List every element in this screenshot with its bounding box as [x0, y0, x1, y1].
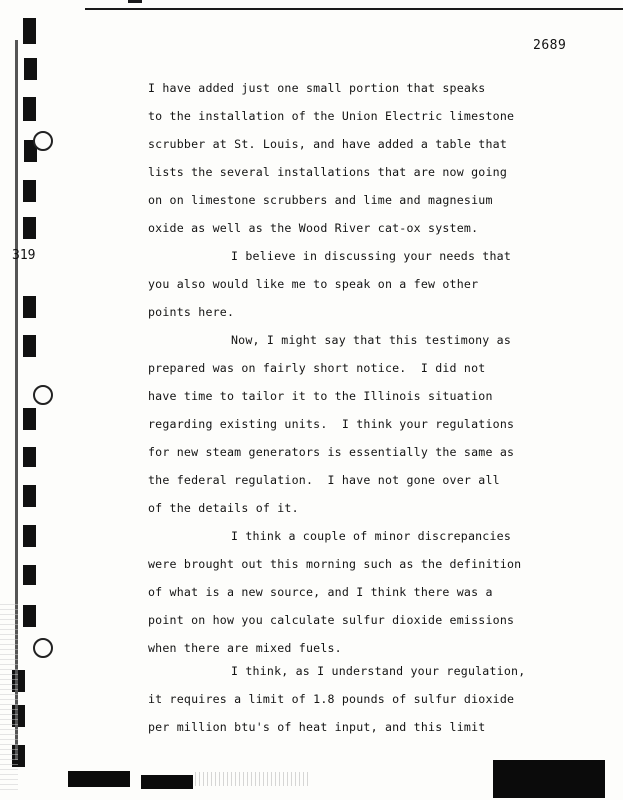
text-line: it requires a limit of 1.8 pounds of sulfur dioxide	[148, 692, 515, 706]
binding-mark	[23, 565, 36, 585]
text-line: I think, as I understand your regulation,	[231, 664, 526, 678]
text-line: of the details of it.	[148, 501, 299, 515]
text-line: for new steam generators is essentially the same as	[148, 445, 515, 459]
binding-mark	[23, 605, 36, 627]
binding-mark	[23, 97, 36, 121]
text-line: scrubber at St. Louis, and have added a table that	[148, 137, 508, 151]
binding-mark	[23, 525, 36, 547]
punch-hole	[33, 131, 53, 151]
scan-noise	[195, 772, 310, 786]
scan-noise	[0, 600, 18, 790]
text-line: of what is a new source, and I think there was a	[148, 585, 493, 599]
text-line: oxide as well as the Wood River cat-ox system.	[148, 221, 479, 235]
text-line: I think a couple of minor discrepancies	[231, 529, 512, 543]
binding-mark	[23, 18, 36, 44]
text-line: Now, I might say that this testimony as	[231, 333, 512, 347]
text-line: the federal regulation. I have not gone over all	[148, 473, 500, 487]
text-line: lists the several installations that are now going	[148, 165, 508, 179]
text-line: were brought out this morning such as the definition	[148, 557, 522, 571]
text-line: regarding existing units. I think your regulations	[148, 417, 515, 431]
top-edge-mark	[128, 0, 142, 3]
binding-mark	[23, 217, 36, 239]
text-line: I believe in discussing your needs that	[231, 249, 512, 263]
text-line: points here.	[148, 305, 235, 319]
binding-mark	[23, 180, 36, 202]
binding-mark	[23, 447, 36, 467]
redaction-block	[493, 760, 605, 798]
text-line: I have added just one small portion that speaks	[148, 81, 486, 95]
text-line: prepared was on fairly short notice. I did not	[148, 361, 486, 375]
redaction-bar	[68, 771, 130, 787]
redaction-bar	[141, 775, 193, 789]
text-line: per million btu's of heat input, and this limit	[148, 720, 486, 734]
binding-mark	[23, 485, 36, 507]
binding-mark	[23, 335, 36, 357]
binding-mark	[24, 58, 37, 80]
text-line: when there are mixed fuels.	[148, 641, 342, 655]
text-line: have time to tailor it to the Illinois situation	[148, 389, 493, 403]
text-line: point on how you calculate sulfur dioxide emissions	[148, 613, 515, 627]
top-rule	[85, 8, 623, 10]
text-line: to the installation of the Union Electric limestone	[148, 109, 515, 123]
punch-hole	[33, 638, 53, 658]
punch-hole	[33, 385, 53, 405]
page-number: 2689	[533, 38, 567, 53]
text-line: on on limestone scrubbers and lime and magnesium	[148, 193, 493, 207]
margin-line-number: 319	[12, 248, 36, 263]
binding-mark	[23, 296, 36, 318]
text-line: you also would like me to speak on a few other	[148, 277, 479, 291]
binding-mark	[23, 408, 36, 430]
